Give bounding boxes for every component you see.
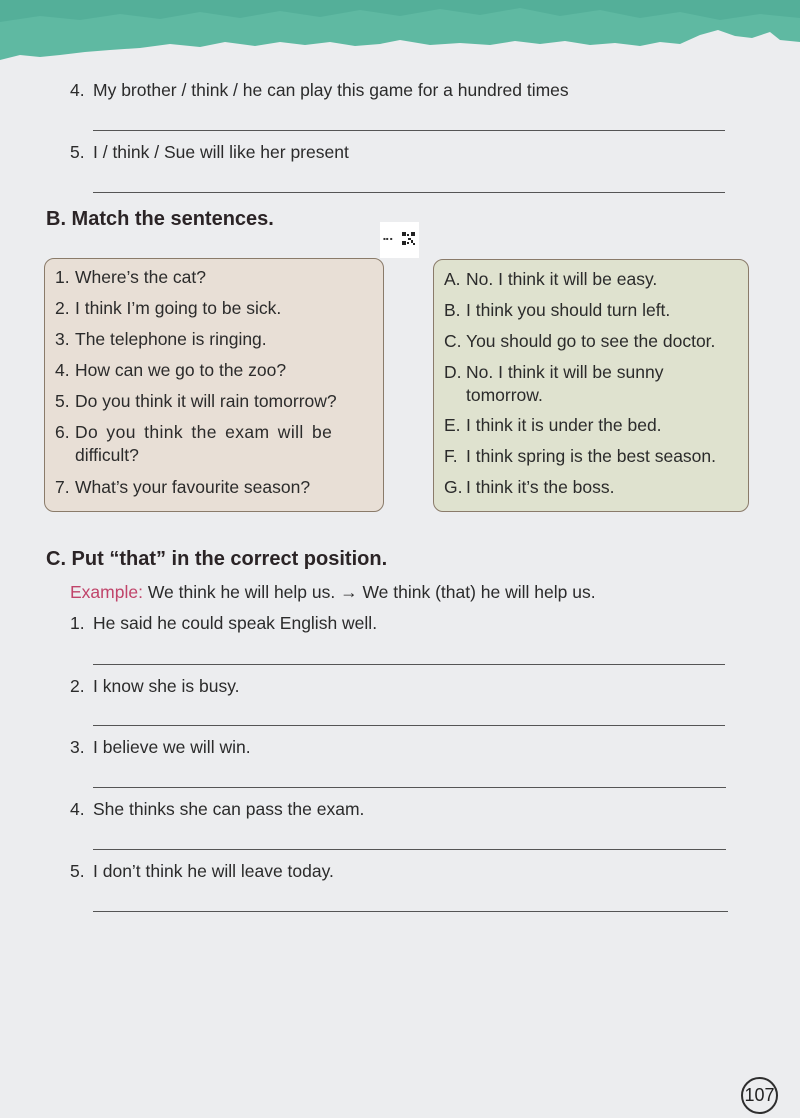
b-question-6-number: 6. <box>55 422 70 442</box>
b-answer-e-letter: E. <box>444 415 461 435</box>
a-item-5-answer-line[interactable] <box>93 192 725 193</box>
c-item-3-answer-line[interactable] <box>93 787 726 788</box>
b-answer-d-letter: D. <box>444 362 462 382</box>
c-item-1-answer-line[interactable] <box>93 664 725 665</box>
example-label: Example: <box>70 582 143 602</box>
header-banner <box>0 0 800 80</box>
a-item-4-answer-line[interactable] <box>93 130 725 131</box>
c-item-2-answer-line[interactable] <box>93 725 725 726</box>
b-answer-g-letter: G. <box>444 477 463 497</box>
example-sentence: We think he will help us. → We think (that) he will help us. <box>147 582 596 602</box>
b-answer-c-letter: C. <box>444 331 462 351</box>
a-item-5-number: 5. <box>70 142 85 162</box>
qr-code-sticker <box>380 222 419 258</box>
b-answer-e-text: I think it is under the bed. <box>466 415 662 435</box>
c-item-3-text: I believe we will win. <box>93 737 251 757</box>
c-item-1-text: He said he could speak English well. <box>93 613 378 633</box>
b-answer-f-text: I think spring is the best season. <box>466 446 716 466</box>
qr-code-icon <box>402 232 415 245</box>
c-item-1-number: 1. <box>70 613 85 633</box>
c-item-4-text: She thinks she can pass the exam. <box>93 799 365 819</box>
b-question-1-text: Where’s the cat? <box>75 267 206 287</box>
b-question-1-number: 1. <box>55 267 70 287</box>
b-question-7-number: 7. <box>55 477 70 497</box>
c-item-5-text: I don’t think he will leave today. <box>93 861 334 881</box>
a-item-5-text: I / think / Sue will like her present <box>93 142 349 162</box>
a-item-4-text: My brother / think / he can play this game for a hundred times <box>93 80 569 100</box>
b-answer-b-letter: B. <box>444 300 461 320</box>
c-item-4-number: 4. <box>70 799 85 819</box>
b-question-6-text: Do you think the exam will be <box>75 422 333 442</box>
b-answer-d-text: No. I think it will be sunny <box>466 362 664 382</box>
qr-caption: ▪▪ ▪ <box>383 236 393 241</box>
b-answer-b-text: I think you should turn left. <box>466 300 671 320</box>
c-item-5-answer-line[interactable] <box>93 911 728 912</box>
b-question-2-text: I think I’m going to be sick. <box>75 298 282 318</box>
b-question-3-number: 3. <box>55 329 70 349</box>
b-answer-c-text: You should go to see the doctor. <box>466 331 716 351</box>
section-b-heading: B. Match the sentences. <box>46 208 274 230</box>
b-question-5-number: 5. <box>55 391 70 411</box>
b-question-2-number: 2. <box>55 298 70 318</box>
c-item-2-number: 2. <box>70 676 85 696</box>
section-c-heading: C. Put “that” in the correct position. <box>46 548 388 570</box>
a-item-4-number: 4. <box>70 80 85 100</box>
b-question-7-text: What’s your favourite season? <box>75 477 311 497</box>
b-answer-d-continuation: tomorrow. <box>466 385 543 405</box>
c-item-3-number: 3. <box>70 737 85 757</box>
c-item-5-number: 5. <box>70 861 85 881</box>
b-answer-f-letter: F. <box>444 446 458 466</box>
b-answer-a-letter: A. <box>444 269 461 289</box>
b-question-4-text: How can we go to the zoo? <box>75 360 287 380</box>
b-answer-a-text: No. I think it will be easy. <box>466 269 658 289</box>
b-question-5-text: Do you think it will rain tomorrow? <box>75 391 337 411</box>
b-question-6-continuation: difficult? <box>75 445 139 465</box>
b-question-3-text: The telephone is ringing. <box>75 329 267 349</box>
c-item-4-answer-line[interactable] <box>93 849 726 850</box>
example-row <box>70 581 596 603</box>
b-question-4-number: 4. <box>55 360 70 380</box>
page-number: 107 <box>741 1077 778 1114</box>
c-item-2-text: I know she is busy. <box>93 676 240 696</box>
b-answer-g-text: I think it’s the boss. <box>466 477 615 497</box>
